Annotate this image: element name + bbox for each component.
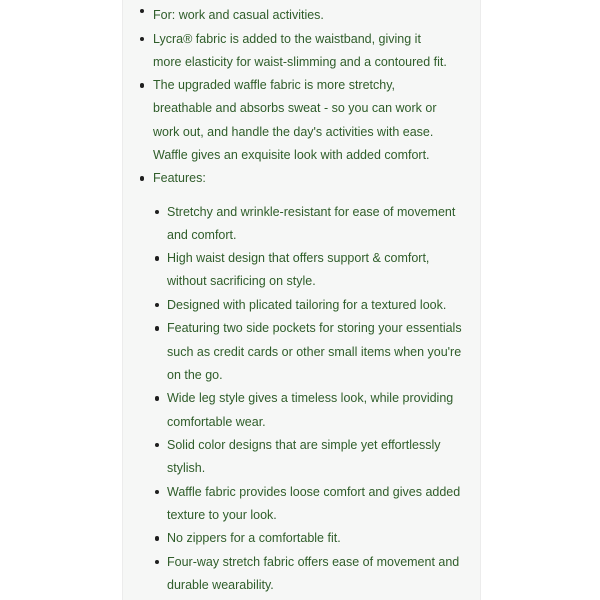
bullet-icon xyxy=(155,443,159,447)
list-item-text: Lycra® fabric is added to the waistband, giving it more elasticity for waist-slimming and a contoured fit. xyxy=(153,31,447,69)
bullet-icon xyxy=(155,536,159,540)
list-item xyxy=(153,294,469,317)
list-item-text: Features: xyxy=(153,171,206,186)
list-item xyxy=(123,167,462,597)
bullet-icon xyxy=(155,210,159,214)
list-item-text: The upgraded waffle fabric is more stretchy, breathable and absorbs sweat - so you can work or work out, and handle the day's activities with ease. Waffle gives an exquisite look with added comfort. xyxy=(153,78,437,162)
bullet-icon xyxy=(140,176,144,180)
list-item-text: Featuring two side pockets for storing your essentials such as credit cards or other small items when you're on the go. xyxy=(167,321,462,382)
product-description-panel xyxy=(122,0,481,600)
list-item-text: For: work and casual activities. xyxy=(153,8,324,22)
list-item xyxy=(153,201,469,247)
list-item-text: High waist design that offers support & comfort, without sacrificing on style. xyxy=(167,251,430,289)
list-item xyxy=(153,481,469,527)
list-item xyxy=(153,434,469,480)
features-sub-list xyxy=(153,201,462,598)
list-item xyxy=(153,527,469,550)
bullet-icon xyxy=(140,9,144,13)
list-item-text: No zippers for a comfortable fit. xyxy=(167,531,341,546)
bullet-icon xyxy=(155,256,159,260)
list-item-text: Stretchy and wrinkle-resistant for ease of movement and comfort. xyxy=(167,204,456,242)
bullet-icon xyxy=(155,303,159,307)
list-item-text: Four-way stretch fabric offers ease of movement and durable wearability. xyxy=(167,554,460,593)
list-item xyxy=(153,387,469,433)
list-item xyxy=(123,0,453,27)
list-item xyxy=(123,28,447,74)
bullet-icon xyxy=(140,37,144,41)
feature-bullet-list xyxy=(123,0,480,597)
list-item xyxy=(153,317,469,387)
product-description-content xyxy=(123,0,480,597)
list-item xyxy=(123,74,447,167)
bullet-icon xyxy=(155,396,159,400)
bullet-icon xyxy=(140,83,144,87)
list-item-text: Waffle fabric provides loose comfort and gives added texture to your look. xyxy=(167,484,461,522)
list-item-text: Wide leg style gives a timeless look, while providing comfortable wear. xyxy=(167,391,454,429)
list-item xyxy=(153,551,469,597)
list-item xyxy=(153,247,469,293)
bullet-icon xyxy=(155,560,159,564)
list-item-text: Designed with plicated tailoring for a textured look. xyxy=(167,297,447,312)
bullet-icon xyxy=(155,326,159,330)
bullet-icon xyxy=(155,490,159,494)
list-item-text: Solid color designs that are simple yet effortlessly stylish. xyxy=(167,438,441,476)
